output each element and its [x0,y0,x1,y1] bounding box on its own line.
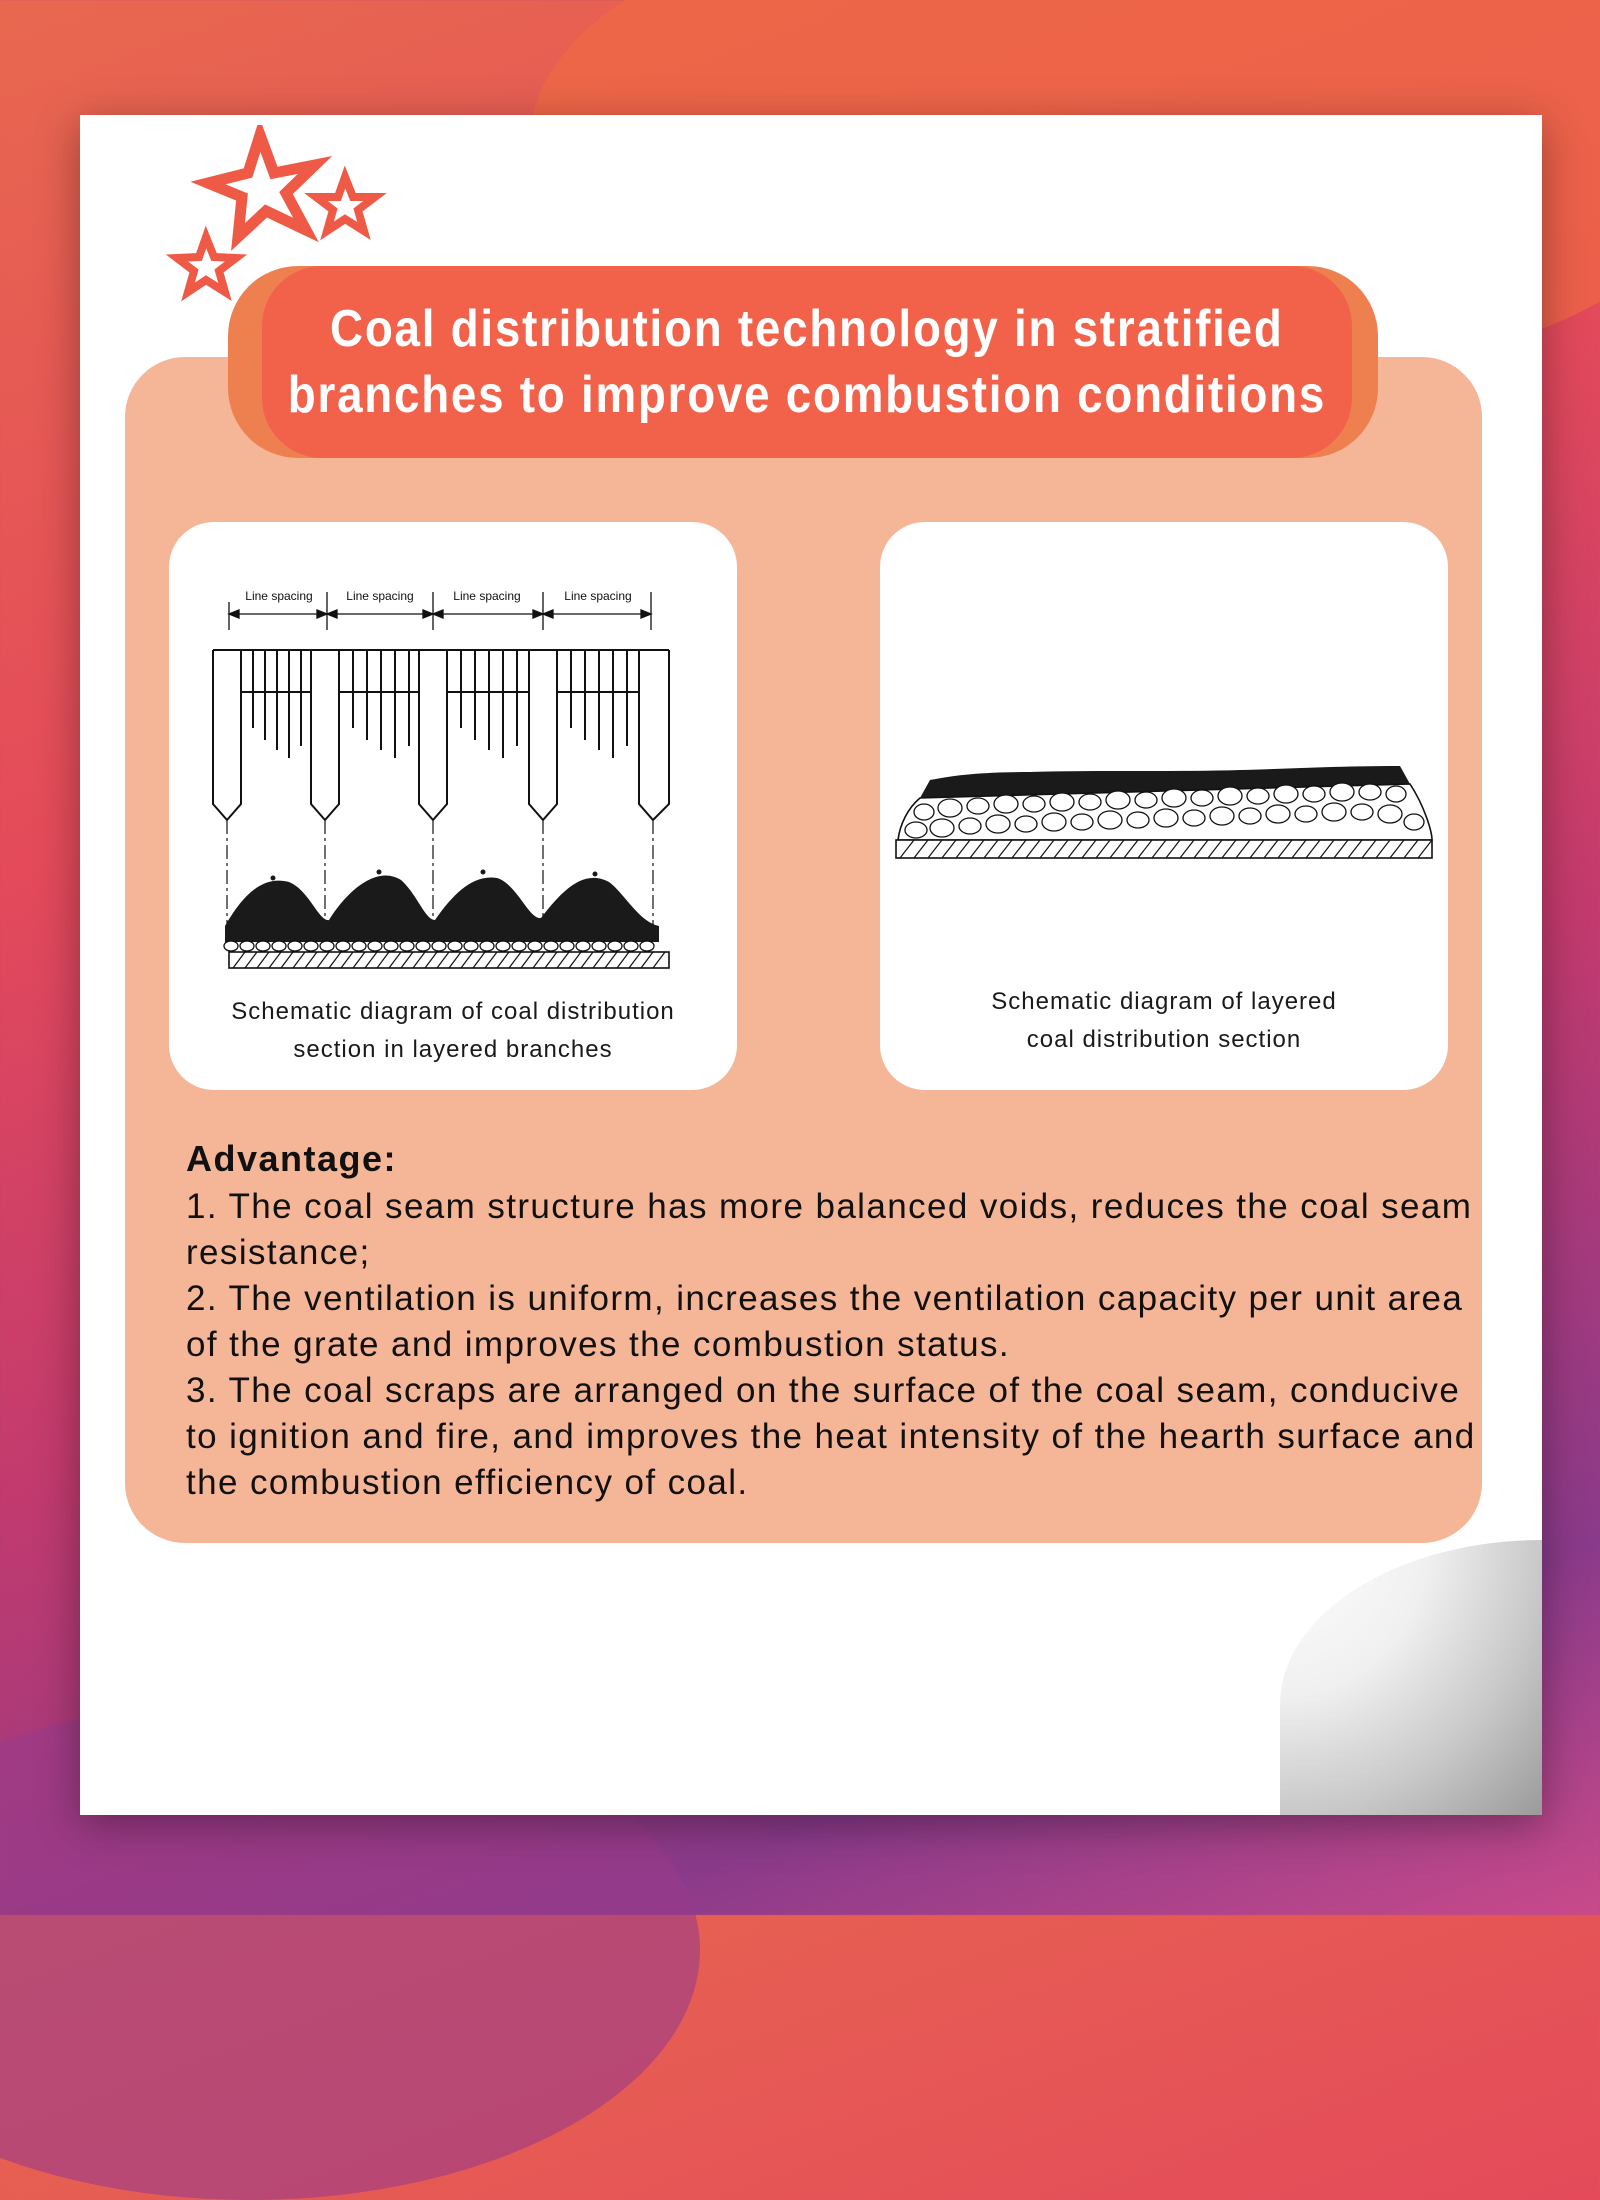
line-spacing-label: Line spacing [453,589,521,603]
pebble-layer [224,941,654,951]
advantage-list [186,1184,1476,1506]
advantage-item: 1. The coal seam structure has more balanced voids, reduces the coal seam resistance; [186,1187,1473,1272]
caption-right-line-2: coal distribution section [1026,1026,1302,1053]
caption-left [169,993,737,1069]
title-banner [262,266,1352,458]
title-line-2: branches to improve combustion conditions [287,366,1327,424]
caption-right-line-1: Schematic diagram of layered [991,988,1337,1015]
line-spacing-label: Line spacing [346,589,414,603]
title-line-1: Coal distribution technology in stratified [330,300,1284,358]
advantage-heading: Advantage: [186,1138,398,1179]
advantage-item: 3. The coal scraps are arranged on the surface of the coal seam, conducive to ignition and fire, and improves the heat intensity of the hearth surface and the combustion efficiency of coal. [186,1371,1476,1502]
line-spacing-label: Line spacing [564,589,632,603]
grate-hatch [229,952,669,968]
diagram-panel-right [880,522,1448,1090]
star-icon [316,177,375,231]
star-icon [208,135,315,237]
advantage-item: 2. The ventilation is uniform, increases the ventilation capacity per unit area of the grate and improves the combustion status. [186,1279,1464,1364]
diagram-panel-left [169,522,737,1090]
line-spacing-label: Line spacing [245,589,313,603]
caption-left-line-2: section in layered branches [293,1036,613,1063]
caption-left-line-1: Schematic diagram of coal distribution [231,998,675,1025]
grate-hatch [896,840,1432,858]
coal-mound [225,876,659,942]
star-icon [177,237,236,292]
caption-right [880,983,1448,1059]
